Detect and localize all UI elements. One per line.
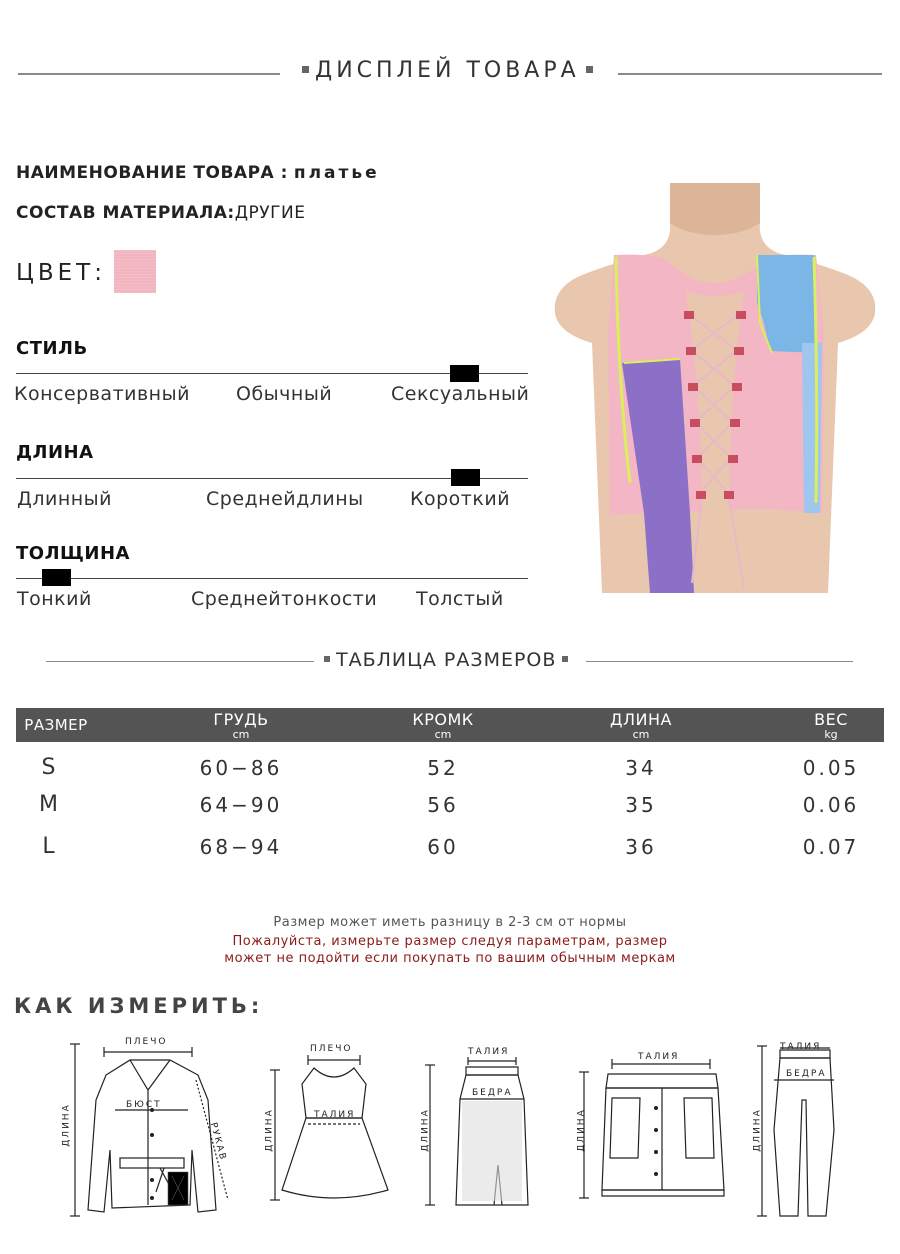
length-option-long: Длинный	[17, 488, 113, 510]
skirt-hips-label: БЕДРА	[472, 1088, 513, 1098]
page-title	[296, 58, 599, 83]
square-bullet-icon	[586, 66, 593, 73]
material-row	[16, 203, 305, 223]
shorts-diagram	[572, 1058, 742, 1208]
dress-shoulder-label: ПЛЕЧО	[310, 1044, 353, 1054]
product-name-value: платье	[293, 163, 380, 183]
row-m-hem: 56	[427, 793, 459, 817]
trousers-length-label: ДЛИНА	[752, 1108, 763, 1152]
row-l-length: 36	[625, 835, 657, 859]
col-size	[16, 716, 96, 734]
col-length-unit: cm	[632, 728, 650, 741]
style-option-sexy: Сексуальный	[391, 383, 530, 405]
trousers-waist-label: ТАЛИЯ	[780, 1042, 822, 1052]
size-table-title	[318, 649, 574, 671]
row-m-bust: 64−90	[199, 793, 283, 817]
skirt-waist-label: ТАЛИЯ	[468, 1047, 510, 1057]
size-table-title-text: ТАБЛИЦА РАЗМЕРОВ	[336, 649, 557, 671]
thickness-option-thin: Тонкий	[17, 588, 92, 610]
jacket-bust-label: БЮСТ	[126, 1100, 162, 1110]
col-size-name: РАЗМЕР	[24, 716, 88, 734]
col-bust-name: ГРУДЬ	[213, 710, 269, 729]
dress-diagram	[262, 1050, 402, 1210]
row-s-length: 34	[625, 756, 657, 780]
col-weight-unit: kg	[824, 728, 838, 741]
product-name-row	[16, 163, 380, 183]
skirt-diagram	[418, 1055, 538, 1215]
shorts-waist-label: ТАЛИЯ	[638, 1052, 680, 1062]
page-title-text: ДИСПЛЕЙ ТОВАРА	[315, 58, 580, 83]
col-bust-unit: cm	[232, 728, 250, 741]
col-length	[591, 711, 691, 741]
skirt-length-label: ДЛИНА	[420, 1108, 431, 1152]
col-length-name: ДЛИНА	[610, 710, 672, 729]
col-weight	[781, 711, 881, 741]
col-weight-name: ВЕС	[814, 710, 848, 729]
col-hem	[393, 711, 493, 741]
header-line-right	[618, 73, 882, 75]
length-option-medium: Среднейдлины	[206, 488, 364, 510]
row-m-length: 35	[625, 793, 657, 817]
dress-waist-label: ТАЛИЯ	[314, 1110, 356, 1120]
row-l-weight: 0.07	[802, 835, 860, 859]
jacket-length-label: ДЛИНА	[61, 1103, 72, 1147]
how-to-measure-title: КАК ИЗМЕРИТЬ:	[14, 994, 264, 1018]
material-label: СОСТАВ МАТЕРИАЛА:	[16, 203, 235, 223]
note-measure-warning-2: может не подойти если покупать по вашим обычным меркам	[224, 951, 676, 966]
style-option-casual: Обычный	[236, 383, 333, 405]
row-m-weight: 0.06	[802, 793, 860, 817]
thickness-marker[interactable]	[42, 569, 71, 586]
square-bullet-icon	[302, 66, 309, 73]
row-m-size: M	[39, 792, 61, 817]
style-marker[interactable]	[450, 365, 479, 382]
row-s-bust: 60−86	[199, 756, 283, 780]
row-l-hem: 60	[427, 835, 459, 859]
jacket-shoulder-label: ПЛЕЧО	[125, 1037, 168, 1047]
color-swatch[interactable]	[114, 250, 156, 293]
jacket-sleeve-label: РУКАВ	[207, 1121, 228, 1163]
row-l-size: L	[42, 834, 58, 859]
size-header-line-right	[586, 661, 853, 662]
thickness-scale-line	[16, 578, 528, 579]
product-name-label: НАИМЕНОВАНИЕ ТОВАРА :	[16, 163, 288, 183]
material-value: ДРУГИЕ	[234, 203, 306, 223]
note-size-difference: Размер может иметь разницу в 2-3 см от нормы	[273, 915, 627, 930]
length-label: ДЛИНА	[16, 442, 94, 463]
note-measure-warning-1: Пожалуйста, измерьте размер следуя параметрам, размер	[232, 934, 668, 949]
row-s-weight: 0.05	[802, 756, 860, 780]
col-hem-unit: cm	[434, 728, 452, 741]
trousers-hips-label: БЕДРА	[786, 1069, 827, 1079]
shorts-length-label: ДЛИНА	[576, 1108, 587, 1152]
length-marker[interactable]	[451, 469, 480, 486]
thickness-option-medium: Среднейтонкости	[191, 588, 378, 610]
square-bullet-icon	[562, 656, 568, 662]
thickness-option-thick: Толстый	[416, 588, 504, 610]
col-hem-name: КРОМК	[412, 710, 474, 729]
col-bust	[191, 711, 291, 741]
length-option-short: Короткий	[410, 488, 511, 510]
product-photo	[552, 183, 878, 593]
style-label: СТИЛЬ	[16, 338, 88, 359]
thickness-label: ТОЛЩИНА	[16, 543, 130, 564]
dress-length-label: ДЛИНА	[264, 1108, 275, 1152]
color-label: ЦВЕТ:	[16, 260, 106, 286]
style-option-conservative: Консервативный	[14, 383, 190, 405]
trousers-diagram	[750, 1040, 850, 1220]
row-s-hem: 52	[427, 756, 459, 780]
header-line-left	[18, 73, 280, 75]
size-header-line-left	[46, 661, 314, 662]
square-bullet-icon	[324, 656, 330, 662]
row-l-bust: 68−94	[199, 835, 283, 859]
row-s-size: S	[41, 755, 59, 780]
